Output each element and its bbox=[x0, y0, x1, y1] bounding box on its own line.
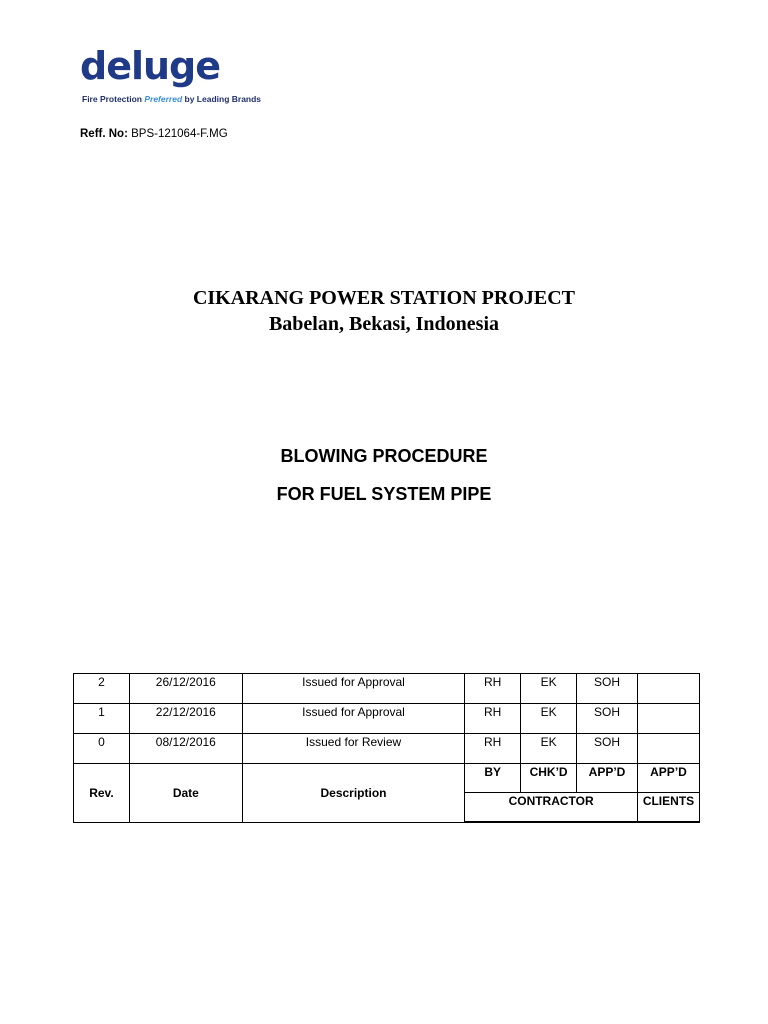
cell-chkd: EK bbox=[521, 704, 577, 734]
cell-date: 22/12/2016 bbox=[129, 704, 242, 734]
cell-date: 26/12/2016 bbox=[129, 674, 242, 704]
table-row bbox=[74, 674, 700, 704]
header-by: BY bbox=[465, 764, 521, 793]
project-name: CIKARANG POWER STATION PROJECT bbox=[192, 287, 576, 309]
cell-date: 08/12/2016 bbox=[129, 734, 242, 764]
cell-description: Issued for Review bbox=[242, 734, 465, 764]
table-row bbox=[74, 704, 700, 734]
cell-client-appd bbox=[637, 704, 699, 734]
document-title-line2: FOR FUEL SYSTEM PIPE bbox=[276, 484, 492, 504]
header-clients: CLIENTS bbox=[637, 793, 699, 823]
cell-appd: SOH bbox=[577, 734, 638, 764]
table-header-row bbox=[74, 764, 700, 793]
project-location: Babelan, Bekasi, Indonesia bbox=[268, 313, 500, 335]
header-chkd: CHK’D bbox=[521, 764, 577, 793]
table-row bbox=[74, 734, 700, 764]
header-client-appd: APP’D bbox=[637, 764, 699, 793]
cell-chkd: EK bbox=[521, 734, 577, 764]
cell-rev: 1 bbox=[74, 704, 130, 734]
reference-number bbox=[80, 128, 228, 140]
cell-rev: 0 bbox=[74, 734, 130, 764]
cell-description: Issued for Approval bbox=[242, 704, 465, 734]
cell-by: RH bbox=[465, 704, 521, 734]
header-date: Date bbox=[129, 764, 242, 823]
tagline-end: by Leading Brands bbox=[182, 94, 262, 104]
tagline-start: Fire Protection bbox=[82, 94, 145, 104]
cell-chkd: EK bbox=[521, 674, 577, 704]
document-title-line1: BLOWING PROCEDURE bbox=[280, 446, 488, 466]
tagline-highlight: Preferred bbox=[144, 94, 183, 104]
header-contractor: CONTRACTOR bbox=[465, 793, 638, 823]
revision-rows bbox=[74, 674, 700, 764]
header-rev: Rev. bbox=[74, 764, 130, 823]
cell-by: RH bbox=[465, 674, 521, 704]
cell-appd: SOH bbox=[577, 674, 638, 704]
cell-client-appd bbox=[637, 674, 699, 704]
cell-rev: 2 bbox=[74, 674, 130, 704]
header-appd: APP’D bbox=[577, 764, 638, 793]
reference-label: Reff. No: bbox=[80, 128, 128, 140]
cell-appd: SOH bbox=[577, 704, 638, 734]
cell-description: Issued for Approval bbox=[242, 674, 465, 704]
revision-table bbox=[73, 673, 700, 823]
company-logo bbox=[80, 44, 260, 106]
header-description: Description bbox=[242, 764, 465, 823]
logo-wordmark: deluge bbox=[80, 44, 221, 88]
cell-by: RH bbox=[465, 734, 521, 764]
cell-client-appd bbox=[637, 734, 699, 764]
reference-value: BPS-121064-F.MG bbox=[131, 128, 228, 140]
logo-tagline bbox=[82, 94, 261, 104]
